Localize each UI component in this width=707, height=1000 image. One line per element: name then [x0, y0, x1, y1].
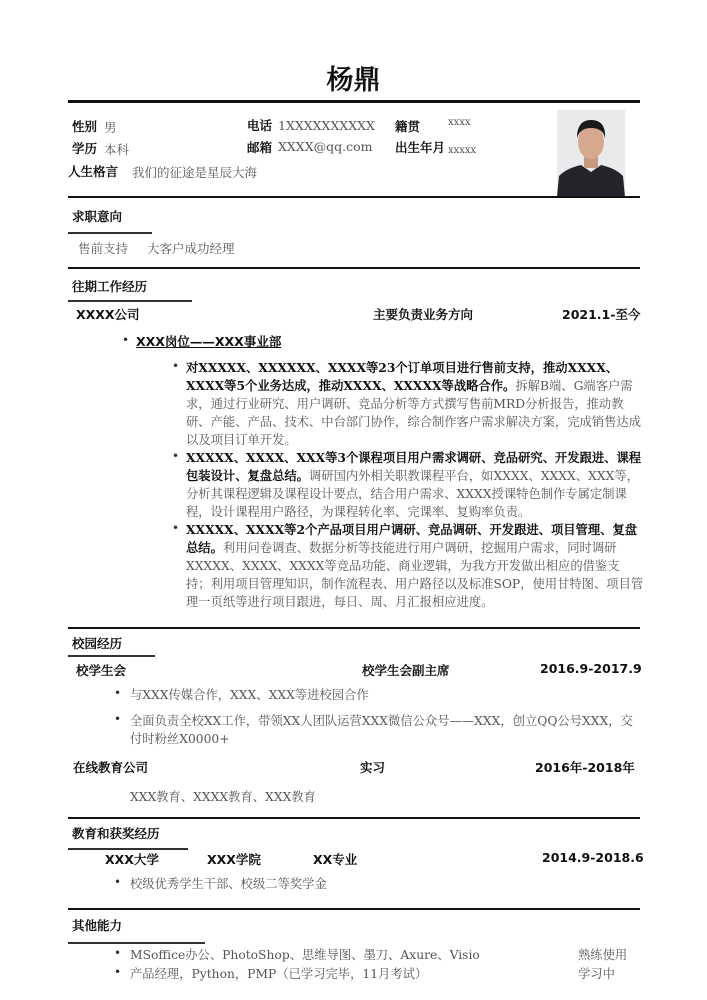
intent-item: 售前支持: [78, 241, 129, 256]
work-item: [186, 449, 644, 521]
bullet-icon: •: [172, 449, 180, 463]
bullet-icon: •: [122, 333, 130, 347]
award-item: 校级优秀学生干部、校级二等奖学金: [130, 877, 327, 891]
section-title-education: 教育和获奖经历: [72, 826, 160, 841]
bullet-icon: •: [114, 686, 122, 700]
work-item-highlight: XXXXX、XXXX、XXX等3个课程项目用户需求调研、竞品研究、开发跟进、课程包装设计、复盘总结。: [186, 450, 642, 483]
intent-item: 大客户成功经理: [147, 241, 235, 256]
work-item: [186, 521, 644, 611]
org-description: XXX教育、XXXX教育、XXX教育: [130, 790, 316, 804]
divider: [68, 908, 640, 910]
divider: [68, 100, 640, 103]
email-value: XXXX@qq.com: [278, 139, 373, 154]
work-item-text: 调研国内外相关职教课程平台，如XXXX、XXXX、XXX等，分析其课程逻辑及课程设计要点，结合用户需求、XXXX授课特色制作专属定制课程，设计课程用户路径，为课程转化率、完课率、复购率负责。: [186, 469, 639, 519]
work-item-highlight: XXXXX、XXXX等2个产品项目用户调研、竞品调研、开发跟进、项目管理、复盘总结。: [186, 522, 638, 555]
school-name: XXX大学: [105, 852, 159, 867]
bullet-icon: •: [172, 359, 180, 373]
skill-level: 熟练使用: [578, 948, 628, 962]
education-label: 学历: [72, 141, 98, 156]
motto-label: 人生格言: [68, 164, 119, 179]
section-title-work: 往期工作经历: [72, 279, 148, 294]
work-item-text: 利用问卷调查、数据分析等技能进行用户调研，挖掘用户需求，同时调研XXXXX、XXXX、XXXX等竞品功能、商业逻辑，为我方开发做出相应的借鉴支持；利用项目管理知识，制作流程表、用户路径以及标准SOP，使用甘特图、项目管理一页纸等进行项目跟进，每日、周、月汇报相应进度。: [186, 541, 644, 609]
bullet-icon: •: [172, 521, 180, 535]
org-period: 2016年-2018年: [535, 760, 635, 775]
bullet-icon: •: [114, 712, 122, 726]
section-underline: [68, 942, 205, 944]
section-underline: [68, 300, 192, 302]
resume-name: 杨鼎: [326, 65, 381, 96]
education-value: 本科: [104, 142, 130, 157]
org-name: 校学生会: [76, 663, 127, 678]
work-item-highlight: 对XXXXX、XXXXXX、XXXX等23个订单项目进行售前支持，推动XXXX、XXXX等5个业务达成，推动XXXX、XXXXX等战略合作。: [186, 360, 619, 393]
profile-photo: [557, 110, 625, 197]
bullet-icon: •: [114, 946, 122, 960]
bullet-icon: •: [114, 965, 122, 979]
major-name: XX专业: [313, 852, 358, 867]
work-direction: 主要负责业务方向: [373, 307, 474, 322]
bullet-icon: •: [114, 875, 122, 889]
divider: [68, 196, 640, 198]
section-title-skills: 其他能力: [72, 918, 123, 933]
gender-label: 性别: [72, 119, 98, 134]
org-role: 实习: [360, 760, 386, 775]
divider: [68, 627, 640, 629]
position-title: XXX岗位——XXX事业部: [136, 334, 282, 349]
skill-item: MSoffice办公、PhotoShop、思维导图、墨刀、Axure、Visio: [130, 948, 480, 962]
birth-value: xxxxx: [448, 145, 477, 156]
skill-item: 产品经理，Python，PMP（已学习完毕，11月考试）: [130, 967, 428, 981]
section-underline: [68, 655, 155, 657]
college-name: XXX学院: [207, 852, 261, 867]
divider: [68, 267, 640, 269]
campus-item: 全面负责全校XX工作，带领XX人团队运营XXX微信公众号——XXX，创立QQ公号XXX，交付时粉丝X0000+: [130, 714, 633, 746]
work-item: [186, 359, 644, 449]
work-item-text: 拆解B端、G端客户需求，通过行业研究、用户调研、竞品分析等方式撰写售前MRD分析报告，推动教研、产能、产品、技术、中台部门协作，综合制作客户需求解决方案，完成销售达成以及项目订单开发。: [186, 379, 641, 447]
campus-item: 与XXX传媒合作，XXX、XXX等进校园合作: [130, 688, 369, 702]
section-title-campus: 校园经历: [72, 636, 123, 651]
skill-level: 学习中: [578, 967, 615, 981]
email-label: 邮箱: [247, 140, 273, 155]
section-underline: [68, 232, 152, 234]
motto-value: 我们的征途是星辰大海: [132, 165, 258, 180]
origin-value: xxxx: [448, 117, 471, 128]
divider: [68, 817, 640, 819]
section-title-intent: 求职意向: [72, 209, 123, 224]
gender-value: 男: [104, 120, 117, 135]
education-period: 2014.9-2018.6: [542, 850, 644, 865]
org-role: 校学生会副主席: [362, 663, 450, 678]
phone-value: 1XXXXXXXXXX: [278, 118, 375, 133]
origin-label: 籍贯: [395, 119, 421, 134]
work-period: 2021.1-至今: [562, 307, 641, 322]
phone-label: 电话: [247, 118, 273, 133]
birth-label: 出生年月: [395, 140, 446, 155]
org-period: 2016.9-2017.9: [540, 661, 642, 676]
org-name: 在线教育公司: [73, 760, 149, 775]
company-name: XXXX公司: [76, 307, 140, 322]
